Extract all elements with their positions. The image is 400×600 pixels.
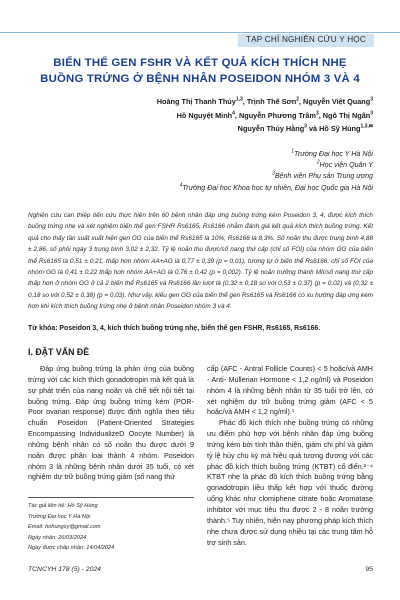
- paragraph: Đáp ứng buồng trứng là phản ứng của buồng trứng với các kích thích gonadotropin mà kết quả là sự phát triển của nang noãn và chế tiết nội tiết tại buồng trứng. Đáp ứng buồng trứng kém (POR- Poor ovarian response) được định nghĩa theo tiêu chuẩn Poseidon (Patient-Oriented Strategies Encompassing IndividualizeD Oocyte Number) là những bệnh nhân có số noãn thu được dưới 9 noãn được phân loại thành 4 nhóm. Poseidon nhóm 3 là những bệnh nhân dưới 35 tuổi, có xét nghiệm dự trữ buồng trứng giảm (số nang thứ: [28, 364, 194, 482]
- page-number: 95: [365, 566, 373, 573]
- author-aff: 3: [304, 123, 307, 130]
- affiliation-name: Trường Đại học Khoa học tự nhiên, Đại học Quốc gia Hà Nội: [182, 183, 373, 192]
- body-column-right: [207, 364, 373, 548]
- affiliation-name: Học viện Quân Y: [319, 161, 373, 170]
- keywords: [28, 324, 373, 334]
- author-separator: ,: [318, 110, 323, 120]
- author-name: Ngô Thị Ngân: [322, 110, 371, 120]
- affiliation-number: 4: [179, 182, 183, 189]
- correspondence-box: [28, 497, 194, 554]
- abstract: Nghiên cứu can thiệp tiến cứu thực hiện trên 60 bệnh nhân đáp ứng buồng trứng kém Poseidon 3, 4, được kích thích buồng trứng nhẹ và xét nghiệm biến thể gen FSHR Rs6165, Rs6166 nhằm đánh giá kết quả kích thích buồng trứng. Kết quả cho thấy tần suất xuất hiện gen GG của biến thể Rs6165 là 10%, Rs6166 là 8,3%. Số noãn thu được trung bình 4,88 ± 2,86, số phôi ngày 3 trung bình 3,02 ± 2,32. Tỷ lệ noãn thu được/số nang thứ cấp (chỉ số FOI) của nhóm GG của biến thể Rs6165 là 0,51 ± 0,21, thấp hơn nhóm AA+AG là 0,77 ± 0,39 (p = 0,01), tương tự ở biến thể Rs6166, chỉ số FOI của nhóm GG là 0,41 ± 0,22 thấp hơn nhóm AA+AG là 0,76 ± 0,42 (p = 0,002). Tỷ lệ noãn trưởng thành MII/số nang thứ cấp thấp hơn ở nhóm GG ở cả 2 biến thể Rs6165 và Rs6166 lần lượt là (0,32 ± 0,18 so với 0,53 ± 0,37) (p = 0,02) và (0,32 ± 0,18 so với 0,52 ± 0,38) (p = 0,03). Như vậy, kiểu gen GG của biến thể gen Rs6165 và Rs6166 có xu hướng đáp ứng kém hơn khi kích thích buồng trứng nhẹ ở bệnh nhân Poseidon nhóm 3 và 4.: [28, 212, 373, 311]
- affiliation-number: 1: [291, 148, 295, 155]
- received-label: Ngày nhận:: [28, 534, 59, 541]
- author-name: Trịnh Thế Sơn: [246, 97, 297, 106]
- page-footer: [28, 566, 373, 573]
- author-name: Nguyễn Thúy Hằng: [237, 124, 305, 134]
- corresponding-author: [28, 501, 194, 512]
- accepted-label: Ngày được chấp nhận:: [28, 545, 87, 552]
- email-label: Email:: [28, 524, 46, 531]
- author-aff: 3: [370, 96, 373, 103]
- journal-label: TẠP CHÍ NGHIÊN CỨU Y HỌC: [238, 34, 374, 47]
- author-separator: ,: [298, 97, 304, 106]
- author-aff: 4: [232, 110, 235, 117]
- author-list: [53, 95, 373, 136]
- author-conjunction: và: [306, 124, 320, 134]
- author-aff: 3: [370, 110, 373, 117]
- author-name: Hồ Sỹ Hùng: [319, 124, 361, 134]
- paragraph: cấp (AFC - Antral Follicle Counts) < 5 hoặc/và AMH - Anti- Mullerian Hormone < 1,2 ng/ml) và Poseidon nhóm 4 là những bệnh nhân từ 35 tuổi trở lên, có xét nghiệm dự trữ buồng trứng giảm (AFC < 5 hoặc/và AMH < 1,2 ng/ml).¹: [207, 364, 373, 417]
- authors-line-3: [53, 122, 373, 136]
- affiliation-list: [53, 149, 373, 194]
- author-name: Hồ Nguyệt Minh: [176, 110, 233, 120]
- received-date: [28, 533, 194, 544]
- corr-label: Tác giả liên hệ:: [28, 503, 68, 509]
- author-name: Hoàng Thị Thanh Thúy: [156, 97, 236, 106]
- section-title: I. ĐẶT VẤN ĐỀ: [28, 347, 90, 357]
- received-value: 26/03/2024: [58, 534, 87, 541]
- affiliation-number: 3: [272, 171, 275, 178]
- keywords-text: Poseidon 3, 4, kích thích buồng trứng nhẹ, biến thể gen FSHR, Rs6165, Rs6166.: [59, 325, 321, 332]
- author-aff: 2: [296, 96, 299, 103]
- corr-author: Hồ Sỹ Hùng: [67, 503, 98, 509]
- affiliation-name: Bệnh viện Phụ sản Trung ương: [274, 172, 373, 181]
- corr-email-row: [28, 522, 194, 533]
- paragraph: Phác đồ kích thích nhẹ buồng trứng có những ưu điểm phù hợp với bệnh nhân đáp ứng buồng trứng kém bởi tính thân thiện, giảm chi phí và giảm tỷ lệ hủy chu kỳ mà hiệu quả tương đương với các phác đồ kích thích buồng trứng (KTBT) cổ điển.²⁻⁴ KTBT nhẹ là phác đồ kích thích buồng trứng bằng gonadotropin liều thấp kết hợp với thuốc đường uống khác như clomiphene citrate hoặc Aromatase inhibitor với mục tiêu thu được 2 - 8 noãn trưởng thành.⁵ Tuy nhiên, hiện nay phương pháp kích thích nhẹ chưa được sử dụng nhiều tại các trung tâm hỗ trợ sinh sản.: [207, 418, 373, 547]
- title-line-1: BIẾN THỂ GEN FSHR VÀ KẾT QUẢ KÍCH THÍCH NHẸ: [53, 57, 347, 69]
- affiliation-number: 2: [316, 159, 320, 166]
- article-title: [20, 55, 380, 87]
- author-aff: 1,3,✉: [360, 123, 373, 130]
- author-separator: ,: [242, 97, 247, 106]
- affiliation: [53, 160, 373, 171]
- keywords-label: Từ khóa:: [28, 325, 60, 332]
- header-rule: [0, 32, 400, 33]
- email-link[interactable]: hohungsy@gmail.com: [45, 524, 101, 531]
- affiliation: [53, 149, 373, 160]
- title-line-2: BUỒNG TRỨNG Ở BỆNH NHÂN POSEIDON NHÓM 3 VÀ 4: [40, 73, 360, 85]
- accepted-value: 14/04/2024: [86, 545, 115, 552]
- authors-line-2: [53, 109, 373, 123]
- author-name: Nguyễn Việt Quang: [303, 97, 371, 106]
- accepted-date: [28, 543, 194, 554]
- affiliation-name: Trường Đại học Y Hà Nội: [294, 150, 373, 158]
- journal-issue: TCNCYH 178 (5) - 2024: [28, 566, 101, 573]
- author-separator: ,: [234, 110, 239, 120]
- header-band: [0, 0, 400, 44]
- author-aff: 1,3: [235, 96, 243, 103]
- author-name: Nguyễn Phương Trâm: [238, 110, 316, 120]
- authors-line-1: [53, 95, 373, 109]
- affiliation: [53, 171, 373, 182]
- body-column-left: [28, 364, 194, 483]
- corr-institution: Trường Đại học Y Hà Nội: [28, 513, 91, 520]
- affiliation: [53, 183, 373, 194]
- author-aff: 3: [315, 110, 319, 117]
